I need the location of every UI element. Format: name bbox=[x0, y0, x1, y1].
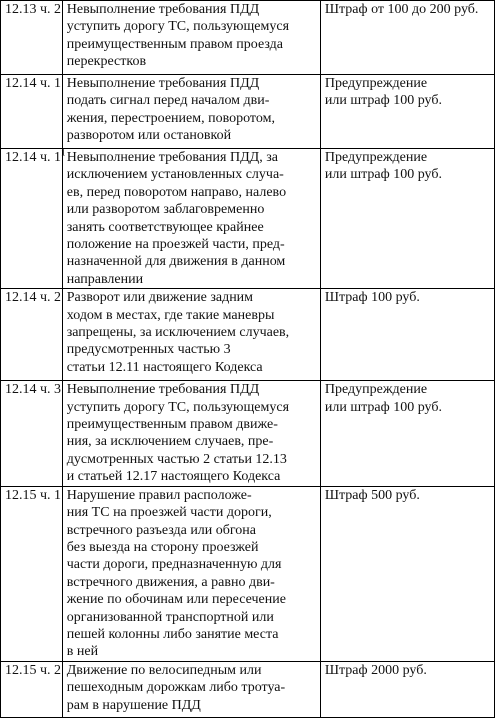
penalty-line: Штраф 500 руб. bbox=[324, 487, 420, 503]
table-row bbox=[1, 75, 495, 149]
description-line: ев, перед поворотом направо, налево bbox=[66, 184, 287, 200]
article-cell bbox=[1, 147, 66, 289]
penalty-line: Предупреждение bbox=[324, 150, 428, 165]
article-text: 12.13 ч. 2 bbox=[5, 2, 62, 17]
penalty-line: Предупреждение bbox=[324, 76, 428, 91]
table-row bbox=[1, 1, 495, 75]
description-line: ния, за исключением случаев, пре- bbox=[66, 434, 274, 450]
description-line: подать сигнал перед началом дви- bbox=[66, 93, 270, 109]
table-row bbox=[1, 149, 495, 289]
description-line: направлении bbox=[66, 271, 144, 287]
penalty-line: Штраф от 100 до 200 руб. bbox=[324, 2, 479, 17]
description-line: Разворот или движение задним bbox=[66, 290, 254, 306]
violation-description-cell bbox=[62, 1, 320, 75]
penalty-cell bbox=[320, 486, 494, 661]
penalty-line: или штраф 100 руб. bbox=[324, 93, 442, 109]
violation-description-cell bbox=[62, 289, 320, 381]
description-line: и статьей 12.17 настоящего Кодекса bbox=[66, 469, 281, 485]
description-line: Невыполнение требования ПДД bbox=[66, 2, 260, 17]
penalty-cell bbox=[320, 75, 494, 149]
article-text: 12.14 ч. 1 bbox=[5, 150, 62, 165]
article-number bbox=[5, 289, 62, 306]
article-number bbox=[5, 75, 62, 92]
description-line: дусмотренных частью 2 статьи 12.13 bbox=[66, 451, 287, 467]
article-cell bbox=[1, 289, 63, 381]
description-line: положение на проезжей части, пред- bbox=[66, 237, 285, 253]
description-line: предусмотренных частью 3 bbox=[66, 342, 231, 358]
article-number bbox=[5, 1, 62, 18]
description-line: или разворотом заблаговременно bbox=[66, 202, 265, 218]
article-text: 12.14 ч. 2 bbox=[5, 290, 62, 306]
violation-description-cell bbox=[62, 381, 320, 486]
table-row bbox=[1, 381, 495, 486]
description-line: встречного разъезда или обгона bbox=[66, 522, 257, 538]
article-cell bbox=[1, 75, 63, 149]
violation-description-cell bbox=[62, 75, 320, 149]
description-line: пешеходным дорожкам либо тротуа- bbox=[66, 680, 286, 696]
description-line: без выезда на сторону проезжей bbox=[66, 539, 259, 555]
description-line: преимущественным правом проезда bbox=[66, 36, 283, 52]
description-line: ходом в местах, где такие маневры bbox=[66, 307, 275, 323]
article-number bbox=[5, 381, 62, 398]
description-line: Движение по велосипедным или bbox=[66, 662, 262, 678]
article-cell bbox=[1, 381, 63, 486]
table-row bbox=[1, 289, 495, 381]
penalties-table-body bbox=[1, 1, 495, 718]
description-line: статьи 12.11 настоящего Кодекса bbox=[66, 359, 263, 375]
description-line: Невыполнение требования ПДД bbox=[66, 382, 260, 398]
description-line: Нарушение правил расположе- bbox=[66, 487, 252, 503]
description-line: Невыполнение требования ПДД, за bbox=[66, 150, 278, 165]
description-line: части дороги, предназначенную для bbox=[66, 557, 282, 573]
penalty-cell bbox=[320, 381, 494, 486]
description-line: встречного движения, а равно дви- bbox=[66, 574, 275, 590]
article-text: 12.14 ч. 1 bbox=[5, 76, 62, 91]
article-text: 12.15 ч. 2 bbox=[5, 662, 62, 678]
article-cell bbox=[1, 661, 63, 717]
violation-description-cell bbox=[62, 486, 320, 661]
penalty-cell bbox=[320, 149, 494, 289]
description-line: жение по обочинам или пересечение bbox=[66, 592, 286, 608]
description-line: преимущественным правом движе- bbox=[66, 417, 278, 433]
article-number bbox=[5, 147, 66, 166]
article-cell bbox=[1, 486, 63, 661]
description-line: жения, перестроением, поворотом, bbox=[66, 110, 275, 126]
description-line: в ней bbox=[66, 644, 99, 660]
description-line: запрещены, за исключением случаев, bbox=[66, 325, 290, 341]
article-superscript: 1 bbox=[61, 147, 66, 158]
article-text: 12.14 ч. 3 bbox=[5, 382, 62, 398]
table-row bbox=[1, 661, 495, 717]
description-line: уступить дорогу ТС, пользующемуся bbox=[66, 399, 290, 415]
penalty-line: или штраф 100 руб. bbox=[324, 167, 442, 183]
description-line: назначенной для движения в данном bbox=[66, 254, 286, 270]
article-cell bbox=[1, 1, 63, 75]
article-number bbox=[5, 487, 62, 504]
penalty-line: Штраф 100 руб. bbox=[324, 290, 420, 306]
article-text: 12.15 ч. 1 bbox=[5, 487, 62, 503]
description-line: исключением установленных случа- bbox=[66, 167, 284, 183]
penalty-cell bbox=[320, 289, 494, 381]
penalty-cell bbox=[320, 661, 494, 717]
penalty-line: Предупреждение bbox=[324, 382, 428, 398]
description-line: Невыполнение требования ПДД bbox=[66, 76, 260, 91]
description-line: уступить дорогу ТС, пользующемуся bbox=[66, 19, 290, 35]
violation-description-cell bbox=[62, 661, 320, 717]
penalty-line: Штраф 2000 руб. bbox=[324, 662, 427, 678]
violation-description-cell bbox=[62, 149, 320, 289]
description-line: организованной транспортной или bbox=[66, 609, 274, 625]
description-line: разворотом или остановкой bbox=[66, 128, 232, 144]
penalty-cell bbox=[320, 1, 494, 75]
description-line: пешей колонны либо занятие места bbox=[66, 626, 279, 642]
table-row bbox=[1, 486, 495, 661]
description-line: рам в нарушение ПДД bbox=[66, 697, 201, 713]
article-number bbox=[5, 662, 62, 679]
description-line: ния ТС на проезжей части дороги, bbox=[66, 505, 272, 521]
description-line: занять соответствующее крайнее bbox=[66, 219, 264, 235]
description-line: перекрестков bbox=[66, 54, 147, 70]
penalty-line: или штраф 100 руб. bbox=[324, 399, 442, 415]
